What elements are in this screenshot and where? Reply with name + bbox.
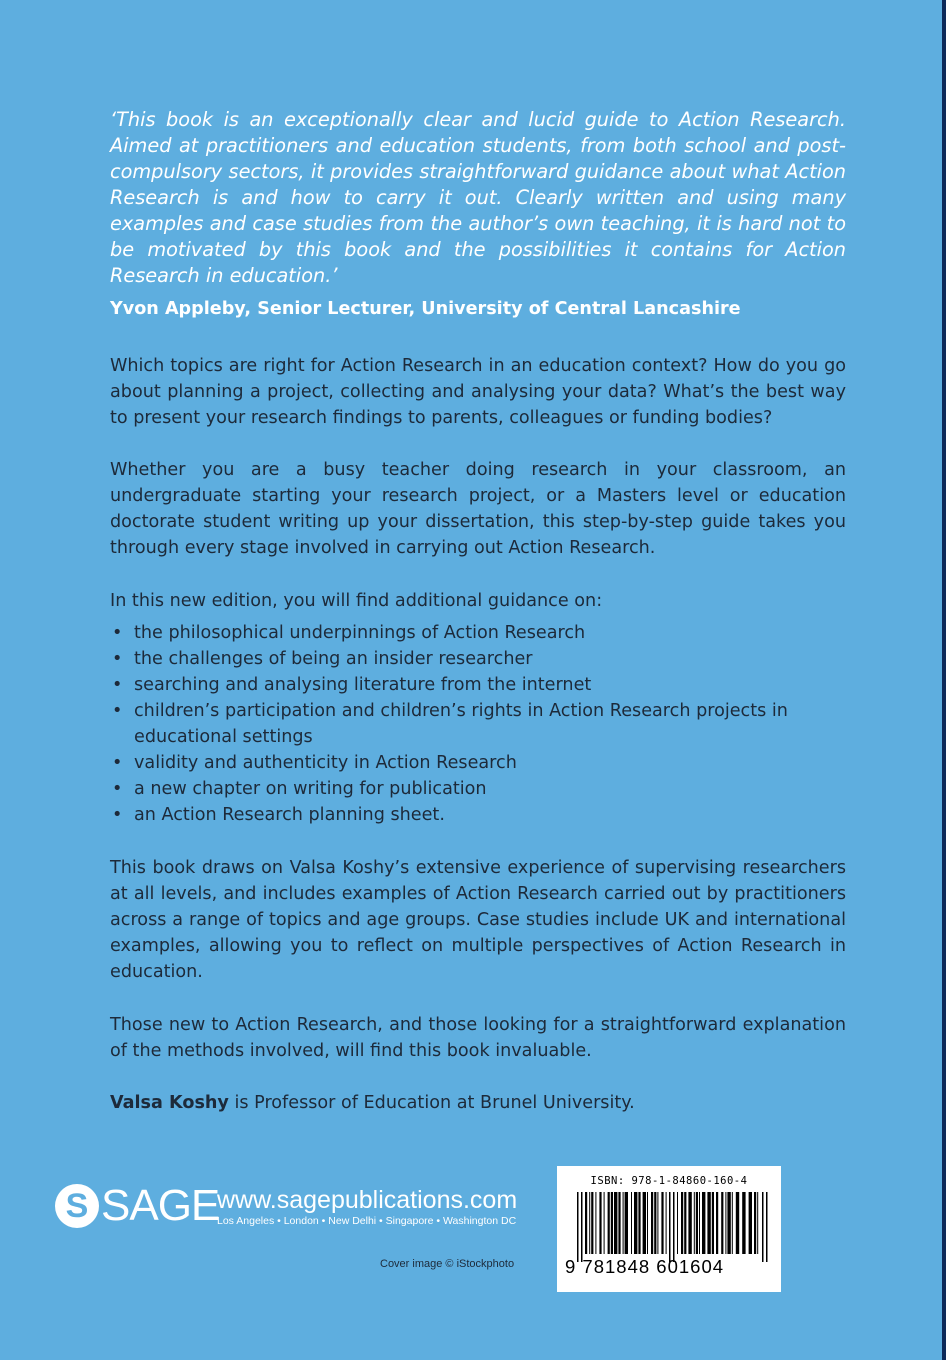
barcode-bar [694, 1192, 695, 1254]
barcode-digits: 9 781848 601604 [565, 1256, 725, 1277]
sage-s-icon: S [55, 1184, 99, 1228]
barcode-bar [643, 1192, 646, 1254]
barcode-bar [634, 1192, 637, 1254]
list-item: • the philosophical underpinnings of Action Research [110, 620, 846, 646]
publisher-info [217, 1185, 517, 1227]
sage-logo [55, 1181, 220, 1230]
barcode-bar [604, 1192, 605, 1254]
list-item: • searching and analysing literature from the internet [110, 672, 846, 698]
barcode-bar [589, 1192, 590, 1254]
barcode-bar [666, 1192, 667, 1254]
barcode-bar [673, 1192, 675, 1262]
cover-image-credit: Cover image © iStockphoto [380, 1258, 515, 1270]
barcode-bar [669, 1192, 671, 1262]
bullet-dot: • [112, 623, 123, 643]
bullet-dot: • [112, 649, 123, 669]
endorsement-quote: ‘This book is an exceptionally clear and lucid guide to Action Research. Aimed at practitioners and education students, from both school and post-compulsory sectors, it provides straightforward guidance about what Action Research is and how to carry it out. Clearly written and using many examples and case studies from the author’s own teaching, it is hard not to be motivated by this book and the possibilities it contains for Action Research in education.’ [110, 108, 846, 287]
barcode-bar [684, 1192, 686, 1254]
barcode-bar [618, 1192, 620, 1254]
isbn-barcode [557, 1166, 781, 1292]
spine-edge [942, 0, 946, 1360]
endorsement-attribution: Yvon Appleby, Senior Lecturer, University of Central Lancashire [110, 299, 741, 319]
list-item: • validity and authenticity in Action Research [110, 750, 846, 776]
barcode-bar [585, 1192, 587, 1254]
barcode-bar [699, 1192, 700, 1254]
bullet-dot: • [112, 701, 123, 721]
list-item: • an Action Research planning sheet. [110, 802, 846, 828]
list-item: • children’s participation and children’s rights in Action Research projects in educational settings [110, 698, 846, 750]
bullet-dot: • [112, 779, 123, 799]
barcode-bar [757, 1192, 758, 1254]
author-bio-text: is Professor of Education at Brunel University. [228, 1093, 635, 1113]
publisher-cities: Los Angeles • London • New Delhi • Singapore • Washington DC [217, 1215, 517, 1227]
barcode-bar [599, 1192, 601, 1254]
list-item: • a new chapter on writing for publication [110, 776, 846, 802]
barcode-bar [749, 1192, 752, 1254]
barcode-bar [732, 1192, 733, 1254]
barcode-bar [712, 1192, 714, 1254]
blurb-paragraph-1: Which topics are right for Action Research in an education context? How do you go about planning a project, collecting and analysing your data? What’s the best way to present your research findings to parents, colleagues or funding bodies? [110, 356, 846, 428]
barcode-bar [707, 1192, 710, 1254]
new-edition-list [110, 620, 846, 828]
barcode-bar [677, 1192, 678, 1254]
barcode-bar [657, 1192, 658, 1254]
barcode-bar [591, 1192, 593, 1254]
blurb-paragraph-2: Whether you are a busy teacher doing research in your classroom, an undergraduate starting your research project, or a Masters level or education doctorate student writing up your dissertation, this step-by-step guide takes you through every stage involved in carrying out Action Research. [110, 460, 846, 558]
barcode-bar [661, 1192, 663, 1254]
author-name: Valsa Koshy [110, 1093, 229, 1113]
bullet-dot: • [112, 675, 123, 695]
barcode-bar [721, 1192, 723, 1254]
barcode-bar [651, 1192, 653, 1254]
barcode-bar [754, 1192, 756, 1254]
barcode-bar [647, 1192, 648, 1254]
barcode-bar [766, 1192, 768, 1262]
barcode-bars-icon [577, 1192, 769, 1262]
blurb-paragraph-5: Those new to Action Research, and those looking for a straightforward explanation of the methods involved, will find this book invaluable. [110, 1015, 846, 1061]
barcode-bar [581, 1192, 583, 1262]
barcode-bar [654, 1192, 656, 1254]
barcode-bar [623, 1192, 624, 1254]
list-item: • the challenges of being an insider researcher [110, 646, 846, 672]
barcode-bar [762, 1192, 764, 1262]
bullet-dot: • [112, 753, 123, 773]
isbn-label: ISBN: 978-1-84860-160-4 [590, 1175, 748, 1187]
barcode-bar [595, 1192, 596, 1254]
barcode-bar [742, 1192, 745, 1254]
sage-wordmark: SAGE [101, 1181, 220, 1230]
barcode-bar [611, 1192, 613, 1254]
publisher-url[interactable]: www.sagepublications.com [217, 1186, 518, 1214]
barcode-bar [727, 1192, 730, 1254]
blurb-paragraph-4: This book draws on Valsa Koshy’s extensive experience of supervising researchers at all levels, and includes examples of Action Research carried out by practitioners across a range of topics and age groups. Case studies include UK and international examples, allowing you to reflect on multiple perspectives of Action Research in education. [110, 858, 846, 982]
author-bio [110, 1090, 846, 1116]
barcode-bar [681, 1192, 683, 1254]
back-cover-content [110, 107, 846, 1116]
barcode-bar [702, 1192, 705, 1254]
barcode-bar [696, 1192, 698, 1254]
barcode-bar [716, 1192, 718, 1254]
barcode-bar [631, 1192, 632, 1254]
barcode-bar [638, 1192, 640, 1254]
barcode-bar [725, 1192, 726, 1254]
barcode-bar [736, 1192, 739, 1254]
barcode-bar [614, 1192, 617, 1254]
bullet-dot: • [112, 805, 123, 825]
blurb-paragraph-3: In this new edition, you will find additional guidance on: [110, 591, 603, 611]
barcode-bar [577, 1192, 579, 1262]
barcode-bar [608, 1192, 610, 1254]
barcode-bar [625, 1192, 628, 1254]
barcode-bar [688, 1192, 691, 1254]
